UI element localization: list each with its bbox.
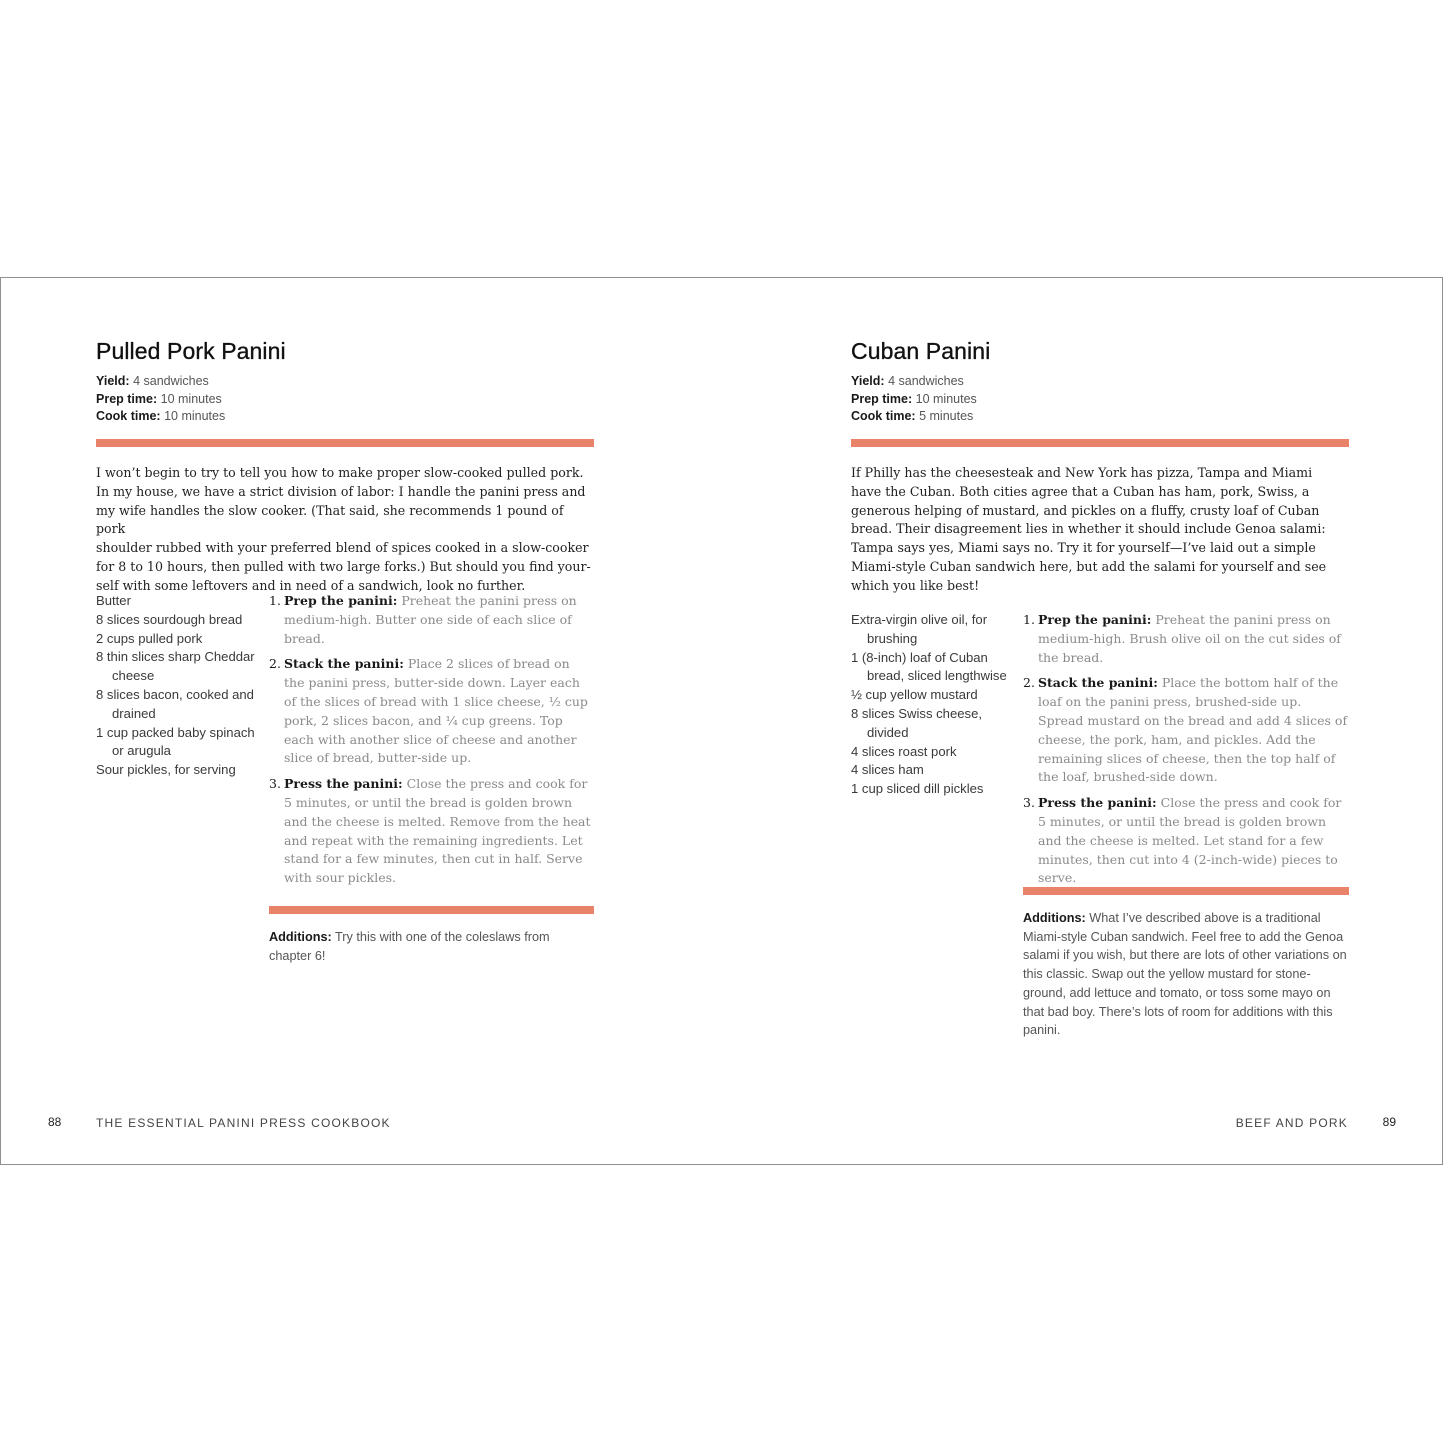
additions-note: Additions: Try this with one of the coleslaws from chapter 6! xyxy=(269,930,550,963)
running-footer: THE ESSENTIAL PANINI PRESS COOKBOOK xyxy=(96,1116,391,1130)
accent-rule xyxy=(96,439,594,447)
cook-time-row: Cook time: 10 minutes xyxy=(96,409,226,423)
step-item: 2. Stack the panini: Place the bottom half of the loaf on the panini press, brushed-side up. Spread mustard on the bread and add 4 slices of cheese, the pork, ham, and pickles. Add the remaining slices of cheese, then the top half of the loaf, brushed-side down. xyxy=(1023,675,1348,785)
additions-note: Additions: What I’ve described above is a traditional Miami-style Cuban sandwich. Feel free to add the Genoa salami if you wish, but there are lots of other variations on this classic. Swap out the yellow mustard for stone-ground, add lettuce and tomato, or toss some mayo on that bad boy. There’s lots of room for additions with this panini. xyxy=(1023,911,1347,1038)
ingredient-list xyxy=(851,611,1011,799)
book-spread xyxy=(0,277,1443,1165)
ingredient-item: 1 cup sliced dill pickles xyxy=(851,781,984,797)
prep-time-row: Prep time: 10 minutes xyxy=(96,391,222,406)
ingredient-item: 8 slices sourdough bread xyxy=(96,611,243,627)
prep-time-row: Prep time: 10 minutes xyxy=(851,391,977,406)
ingredient-item: 4 slices ham xyxy=(851,762,924,778)
accent-rule xyxy=(269,906,594,914)
recipe-title: Pulled Pork Panini xyxy=(96,338,286,364)
accent-rule xyxy=(851,439,1349,447)
page-number: 88 xyxy=(48,1115,62,1129)
step-item: 3. Press the panini: Close the press and cook for 5 minutes, or until the bread is golden brown and the cheese is melted. Let stand for a few minutes, then cut into 4 (2-inch-wide) pieces to serve. xyxy=(1023,795,1342,886)
step-item: 3. Press the panini: Close the press and cook for 5 minutes, or until the bread is golden brown and the cheese is melted. Remove from the heat and repeat with the remaining ingredients. Let stand for a few minutes, then cut in half. Serve with sour pickles. xyxy=(269,776,591,886)
step-list xyxy=(269,592,594,895)
ingredient-item: 1 (8-inch) loaf of Cuban bread, sliced lengthwise xyxy=(851,649,1007,684)
recipe-meta xyxy=(851,373,977,426)
step-item: 2. Stack the panini: Place 2 slices of bread on the panini press, butter-side down. Layer each of the slices of bread with 1 slice cheese, ½ cup pork, 2 slices bacon, and ¼ cup greens. Top each with another slice of cheese and another slice of bread, butter-side up. xyxy=(269,656,588,766)
ingredient-item: Butter xyxy=(96,593,131,608)
running-footer: BEEF AND PORK xyxy=(1235,1116,1348,1130)
ingredient-item: 2 cups pulled pork xyxy=(96,630,203,646)
ingredient-item: 4 slices roast pork xyxy=(851,743,957,759)
yield-row: Yield: 4 sandwiches xyxy=(96,374,209,388)
ingredient-item: 8 slices Swiss cheese, divided xyxy=(851,705,982,740)
ingredient-item: 1 cup packed baby spinach or arugula xyxy=(96,724,255,759)
ingredient-item: 8 slices bacon, cooked and drained xyxy=(96,686,254,721)
ingredient-item: 8 thin slices sharp Cheddar cheese xyxy=(96,649,255,684)
recipe-title: Cuban Panini xyxy=(851,338,991,364)
page-number: 89 xyxy=(1382,1115,1396,1129)
ingredient-list xyxy=(96,592,256,780)
recipe-intro: If Philly has the cheesesteak and New York has pizza, Tampa and Miami have the Cuban. Both cities agree that a Cuban has ham, pork, Swiss, a generous helping of mustard, and pickles on a fluffy, crusty loaf of Cuban bread. Their disagreement lies in whether it should include Genoa salami: Tampa says yes, Miami says no. Try it for yourself—I’ve laid out a simple Miami-style Cuban sandwich here, but add the salami for yourself and see which you like best! xyxy=(851,465,1327,593)
ingredient-item: Sour pickles, for serving xyxy=(96,762,236,778)
step-item: 1. Prep the panini: Preheat the panini press on medium-high. Butter one side of each slice of bread. xyxy=(269,593,577,646)
step-list xyxy=(1023,611,1349,895)
step-item: 1. Prep the panini: Preheat the panini press on medium-high. Brush olive oil on the cut sides of the bread. xyxy=(1023,612,1341,665)
accent-rule xyxy=(1023,887,1349,895)
ingredient-item: ½ cup yellow mustard xyxy=(851,687,978,703)
recipe-meta xyxy=(96,373,225,426)
cook-time-row: Cook time: 5 minutes xyxy=(851,409,974,423)
recipe-intro: I won’t begin to try to tell you how to make proper slow-cooked pulled pork. In my house, we have a strict division of labor: I handle the panini press and my wife handles the slow cooker. (That said, she recommends 1 pound of pork shoulder rubbed with your preferred blend of spices cooked in a slow-cooker for 8 to 10 hours, then pulled with two large forks.) But should you find your- self with some leftovers and in need of a sandwich, look no further. xyxy=(96,465,591,593)
yield-row: Yield: 4 sandwiches xyxy=(851,374,964,388)
ingredient-item: Extra-virgin olive oil, for brushing xyxy=(851,612,988,646)
